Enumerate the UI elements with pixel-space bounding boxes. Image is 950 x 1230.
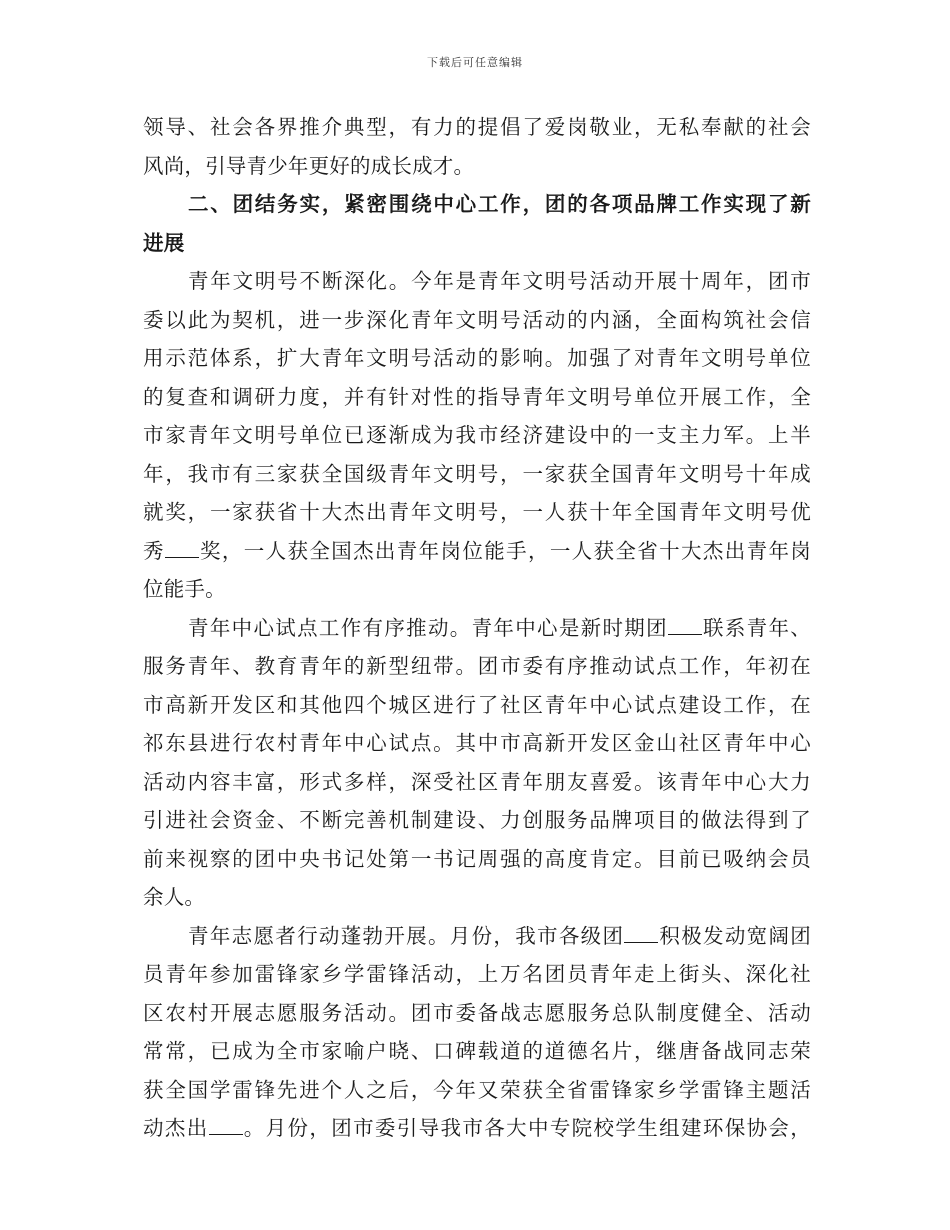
text-segment: 。月份，团市委引导我市各大中专院校学生组建环保协会， bbox=[242, 1116, 811, 1140]
text-line: 委以此为契机，进一步深化青年文明号活动的内涵，全面构筑社会信 bbox=[143, 307, 811, 332]
text-line-with-blank bbox=[143, 917, 811, 956]
text-segment: 动杰出 bbox=[143, 1116, 209, 1140]
text-line: 用示范体系，扩大青年文明号活动的影响。加强了对青年文明号单位 bbox=[143, 346, 811, 370]
text-line: 位能手。 bbox=[143, 577, 226, 601]
text-line-with-blank bbox=[143, 532, 811, 571]
text-segment: 青年志愿者行动蓬勃开展。月份，我市各级团 bbox=[188, 923, 625, 948]
text-line: 风尚，引导青少年更好的成长成才。 bbox=[143, 153, 475, 178]
section-heading: 二、团结务实，紧密围绕中心工作，团的各项品牌工作实现了新 bbox=[188, 192, 811, 216]
text-line: 活动内容丰富，形式多样，深受社区青年朋友喜爱。该青年中心大力 bbox=[143, 769, 811, 794]
text-line: 的复查和调研力度，并有针对性的指导青年文明号单位开展工作，全 bbox=[143, 384, 811, 409]
text-segment: 联系青年、 bbox=[701, 615, 811, 640]
text-line: 员青年参加雷锋家乡学雷锋活动，上万名团员青年走上街头、深化社 bbox=[143, 962, 811, 986]
text-line: 获全国学雷锋先进个人之后，今年又荣获全省雷锋家乡学雷锋主题活 bbox=[143, 1077, 811, 1102]
text-line: 领导、社会各界推介典型，有力的提倡了爱岗敬业，无私奉献的社会 bbox=[143, 115, 811, 139]
text-segment: 奖，一人获全国杰出青年岗位能手，一人获全省十大杰出青年岗 bbox=[198, 538, 811, 563]
text-line-with-blank bbox=[143, 609, 811, 648]
text-line: 引进社会资金、不断完善机制建设、力创服务品牌项目的做法得到了 bbox=[143, 808, 811, 832]
text-line: 前来视察的团中央书记处第一书记周强的高度肯定。目前已吸纳会员 bbox=[143, 846, 811, 871]
blank-underline bbox=[165, 541, 199, 558]
text-line: 年，我市有三家获全国级青年文明号，一家获全国青年文明号十年成 bbox=[143, 461, 811, 486]
page-header-note: 下载后可任意编辑 bbox=[427, 56, 523, 69]
document-body bbox=[143, 108, 811, 1148]
text-line: 服务青年、教育青年的新型纽带。团市委有序推动试点工作，年初在 bbox=[143, 654, 811, 678]
text-segment: 青年中心试点工作有序推动。青年中心是新时期团 bbox=[188, 615, 668, 640]
text-line: 就奖，一家获省十大杰出青年文明号，一人获十年全国青年文明号优 bbox=[143, 500, 811, 524]
text-line: 区农村开展志愿服务活动。团市委备战志愿服务总队制度健全、活动 bbox=[143, 1000, 811, 1025]
text-line: 余人。 bbox=[143, 885, 206, 909]
blank-underline bbox=[209, 1118, 243, 1135]
text-segment: 秀 bbox=[143, 538, 165, 563]
blank-underline bbox=[668, 618, 702, 635]
text-line: 市家青年文明号单位已逐渐成为我市经济建设中的一支主力军。上半 bbox=[143, 423, 811, 447]
text-line: 青年文明号不断深化。今年是青年文明号活动开展十周年，团市 bbox=[188, 269, 811, 293]
text-line: 市高新开发区和其他四个城区进行了社区青年中心试点建设工作，在 bbox=[143, 692, 811, 717]
text-segment: 积极发动宽阔团 bbox=[658, 923, 811, 948]
blank-underline bbox=[624, 926, 658, 943]
text-line-with-blank bbox=[143, 1109, 811, 1148]
section-heading-cont: 进展 bbox=[143, 230, 185, 255]
text-line: 祁东县进行农村青年中心试点。其中市高新开发区金山社区青年中心 bbox=[143, 731, 811, 755]
text-line: 常常，已成为全市家喻户晓、口碑载道的道德名片，继唐备战同志荣 bbox=[143, 1039, 811, 1063]
